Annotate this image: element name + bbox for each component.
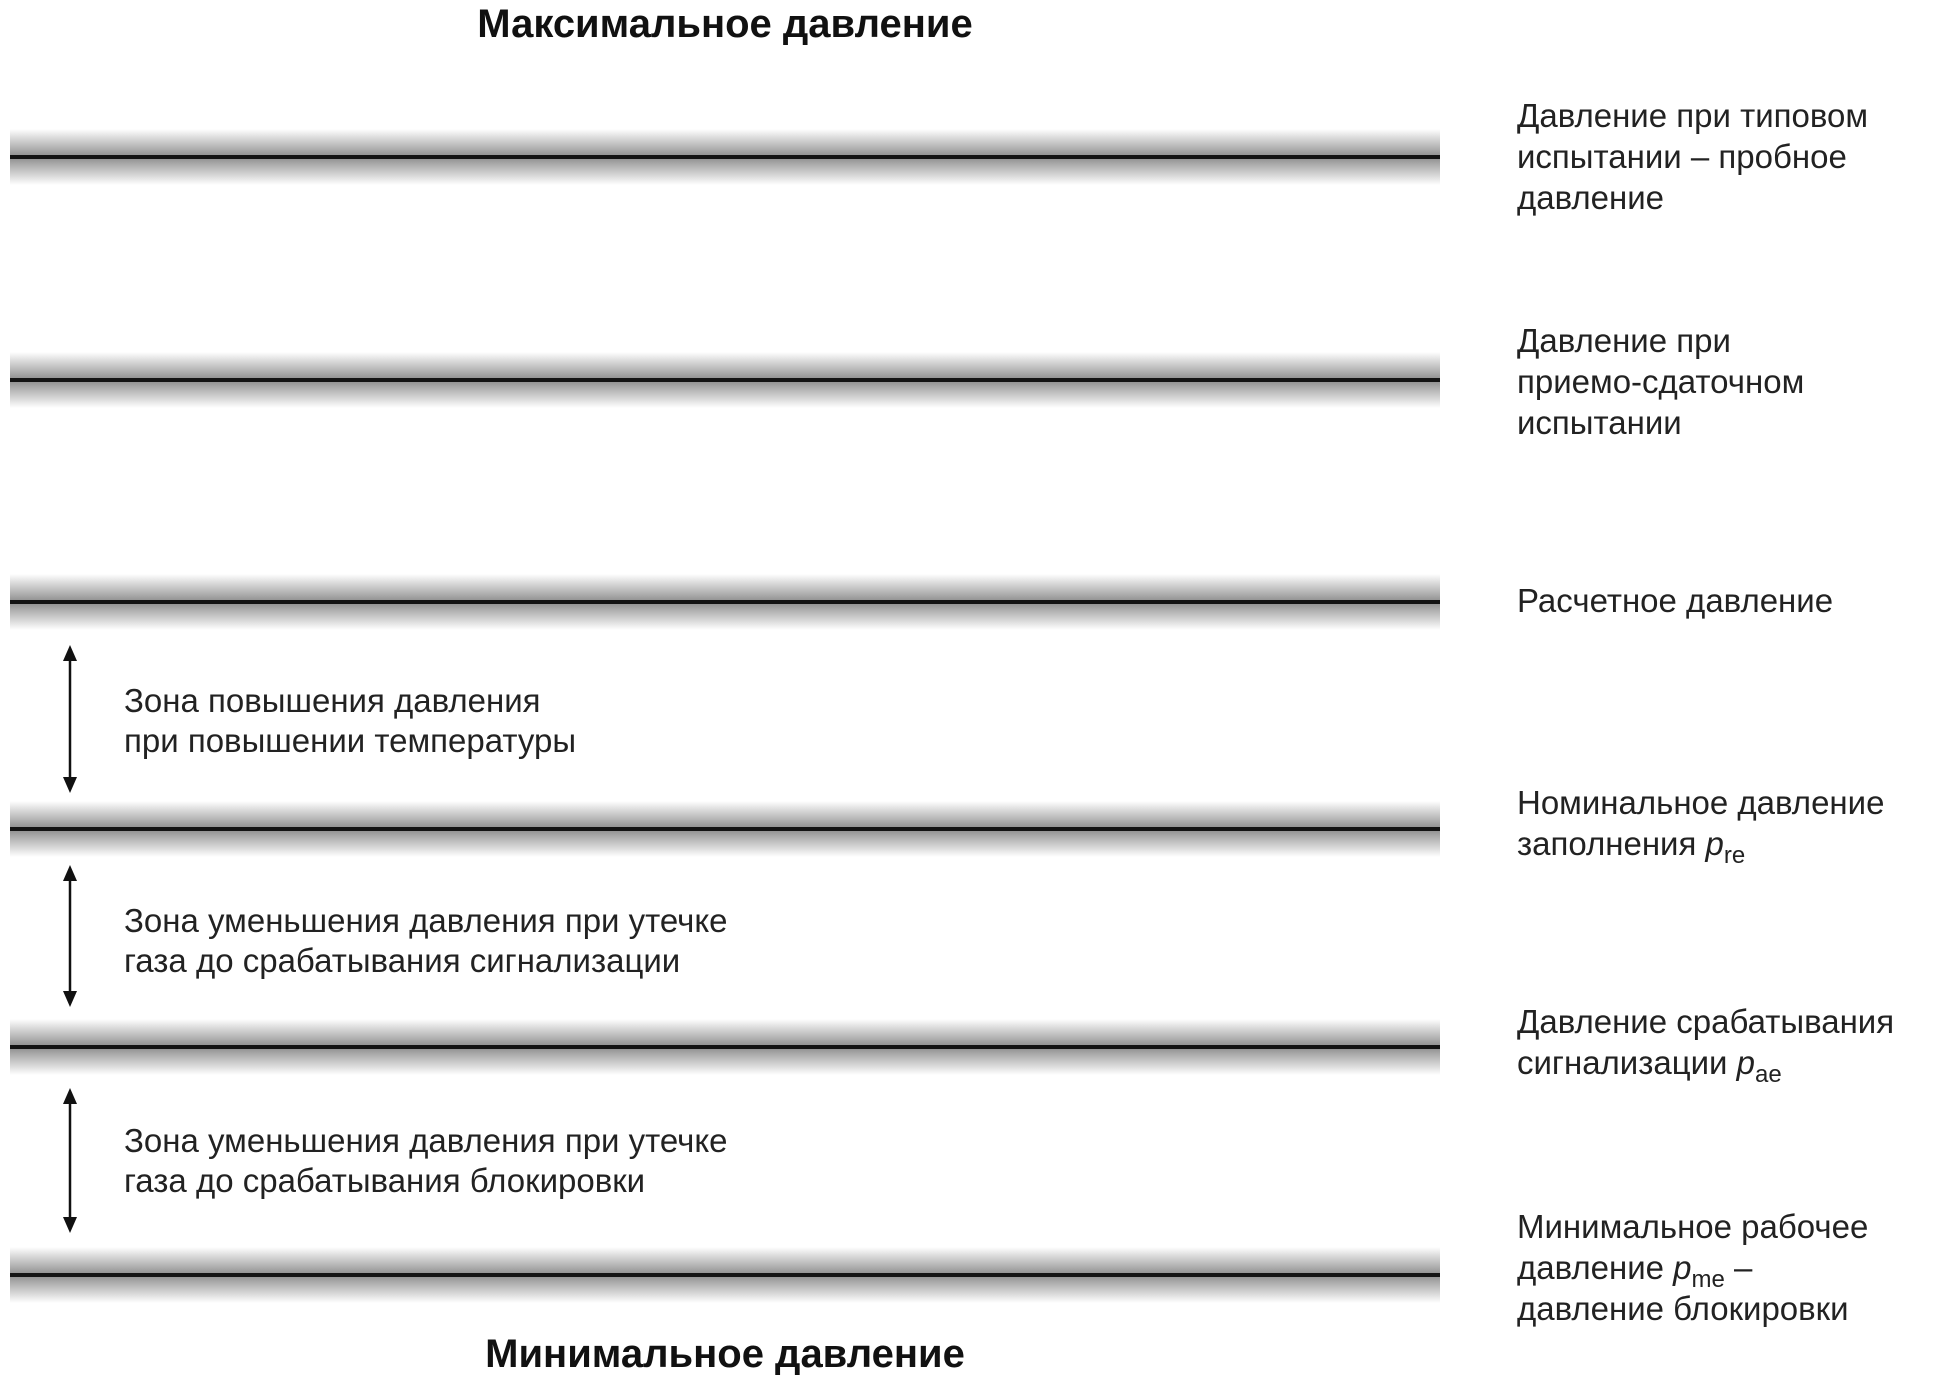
double-arrow-icon [55, 865, 85, 1007]
pressure-line-acceptance-test [10, 352, 1440, 408]
zone-label-temperature-rise: Зона повышения давления при повышении температуры [124, 682, 577, 759]
level-label-nominal-fill: Номинальное давление заполнения $p_{re}$ [1517, 784, 1885, 869]
pressure-line-type-test [10, 129, 1440, 185]
double-arrow-icon [55, 1088, 85, 1233]
double-arrow-icon [55, 645, 85, 793]
level-label-alarm: Давление срабатывания сигнализации $p_{ae}$ [1517, 1003, 1895, 1088]
pressure-line-min-operating [10, 1247, 1440, 1303]
zone-label-leak-to-lockout: Зона уменьшения давления при утечке газа до срабатывания блокировки [124, 1122, 728, 1199]
zone-label-leak-to-alarm: Зона уменьшения давления при утечке газа до срабатывания сигнализации [124, 902, 728, 979]
level-label-min-operating: Минимальное рабочее давление $p_{me}$ – давление блокировки [1517, 1208, 1869, 1327]
max-pressure-heading: Максимальное давление [477, 2, 973, 46]
level-label-acceptance-test: Давление при приемо-сдаточном испытании [1517, 322, 1805, 441]
level-label-design: Расчетное давление [1517, 582, 1834, 619]
min-pressure-heading: Минимальное давление [485, 1332, 965, 1376]
level-label-type-test: Давление при типовом испытании – пробное давление [1517, 97, 1869, 216]
pressure-line-alarm [10, 1019, 1440, 1075]
pressure-line-design [10, 574, 1440, 630]
pressure-line-nominal-fill [10, 801, 1440, 857]
